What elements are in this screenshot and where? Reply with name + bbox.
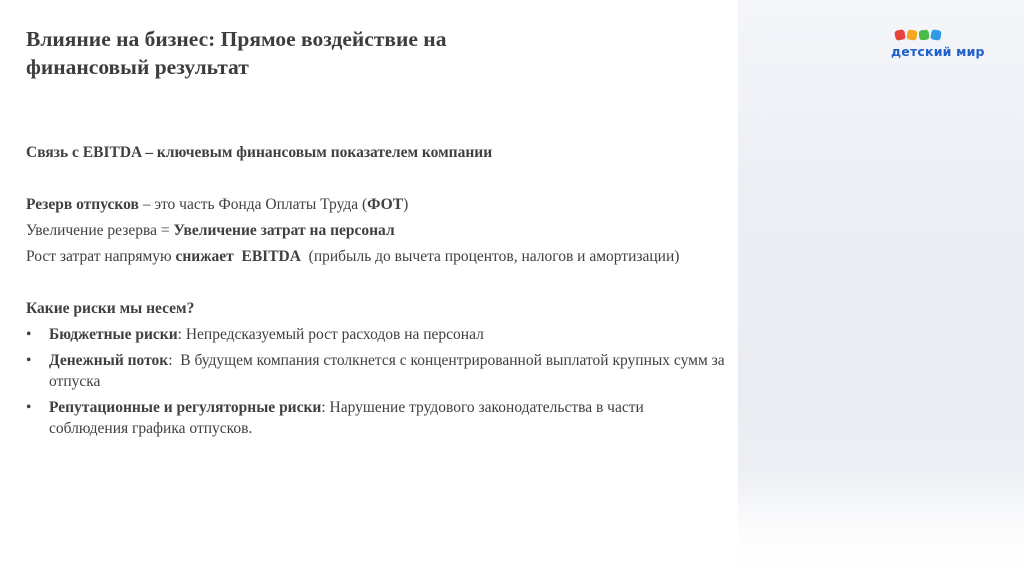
growth-line <box>26 246 726 267</box>
risk-text: : В будущем компания столкнется с концентрированной выплатой крупных сумм за отпуска <box>49 352 729 390</box>
reserve-term: Резерв отпусков <box>26 196 139 213</box>
growth-bold-reduces: снижает <box>175 248 234 265</box>
reserve-definition <box>26 194 726 215</box>
brand-logo <box>886 30 986 66</box>
risk-title: Бюджетные риски <box>49 326 178 343</box>
bullet-glyph: • <box>26 352 32 369</box>
risks-list <box>26 324 729 439</box>
slide-title-line2: финансовый результат <box>26 55 249 79</box>
slide-title <box>26 25 686 81</box>
logo-square-green <box>919 30 930 41</box>
logo-square-red <box>894 29 906 41</box>
increase-line <box>26 220 726 241</box>
logo-square-blue <box>930 29 942 41</box>
slide-body <box>26 142 729 444</box>
fot-abbr: ФОТ <box>367 196 404 213</box>
slide-title-line1: Влияние на бизнес: Прямое воздействие на <box>26 27 447 51</box>
risks-question <box>26 298 726 319</box>
growth-suffix: (прибыль до вычета процентов, налогов и амортизации) <box>300 248 680 265</box>
logo-wordmark: детский мир <box>891 44 985 59</box>
bottom-fade-overlay <box>520 470 1024 574</box>
risk-title: Денежный поток <box>49 352 169 369</box>
increase-prefix: Увеличение резерва = <box>26 222 174 239</box>
risk-item-reputation <box>26 397 726 439</box>
risk-text: : Нарушение трудового законодательства в части соблюдения графика отпусков. <box>49 399 644 437</box>
reserve-definition-text: – это часть Фонда Оплаты Труда ( <box>138 196 368 213</box>
risk-item-cashflow <box>26 350 729 392</box>
bullet-glyph: • <box>26 399 32 416</box>
ebitda-heading <box>26 142 726 163</box>
risk-item-budget <box>26 324 726 345</box>
bullet-glyph: • <box>26 326 32 343</box>
risk-text: : Непредсказуемый рост расходов на персонал <box>177 326 484 343</box>
growth-prefix: Рост затрат напрямую <box>26 248 176 265</box>
logo-square-orange <box>906 29 917 40</box>
risks-question-text: Какие риски мы несем? <box>26 300 195 317</box>
risk-title: Репутационные и регуляторные риски <box>49 399 322 416</box>
reserve-close: ) <box>403 196 409 213</box>
increase-bold: Увеличение затрат на персонал <box>173 222 395 239</box>
growth-bold-ebitda: EBITDA <box>241 248 301 265</box>
ebitda-heading-text: Связь с EBITDA – ключевым финансовым показателем компании <box>26 144 493 161</box>
